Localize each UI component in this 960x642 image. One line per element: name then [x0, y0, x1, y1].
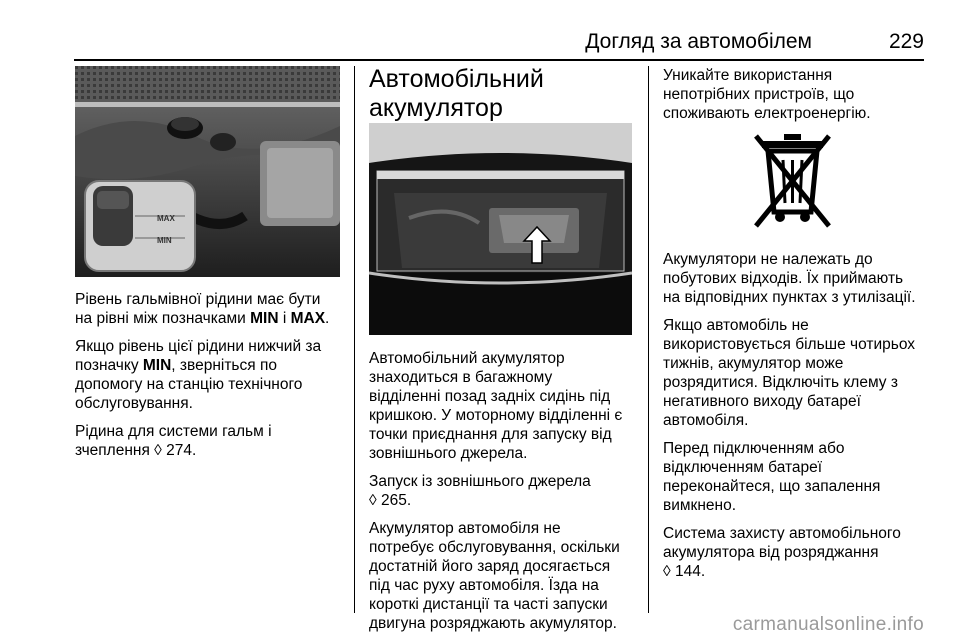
max-mark-label: MAX — [157, 214, 175, 223]
ignition-off-paragraph: Перед підключенням або відключенням батареї переконайтеся, що запалення вимкнено. — [663, 440, 881, 514]
chapter-title: Догляд за автомобілем — [585, 30, 812, 53]
trunk-illustration — [369, 123, 632, 335]
crossed-bin-icon — [750, 130, 835, 232]
column-divider-2 — [648, 66, 649, 613]
section-heading: Автомобільний акумулятор — [369, 65, 544, 122]
battery-disposal-paragraph: Акумулятори не належать до побутових відходів. Їх приймають на відповідних пунктах з утилізації. — [663, 251, 916, 306]
jump-start-reference-paragraph: Запуск із зовнішнього джерела ◊ 265. — [369, 473, 591, 509]
column-3-text-top — [663, 66, 953, 132]
watermark: carmanualsonline.info — [732, 614, 924, 635]
page-number: 229 — [888, 30, 924, 53]
brake-fluid-level-paragraph: Рівень гальмівної рідини має бути на рівні між позначками MIN і MAX. — [75, 291, 330, 327]
min-mark-text: MIN — [250, 310, 279, 327]
header-rule — [74, 59, 924, 61]
battery-maintenance-paragraph: Акумулятор автомобіля не потребує обслуговування, оскільки достатній його заряд досягається під час руху автомобіля. Їзда на короткі дистанції та часті запуски двигуна розряджають акумулятор. — [369, 520, 620, 632]
min-mark-label: MIN — [157, 236, 172, 245]
trunk-battery-image — [369, 123, 632, 335]
engine-bay-illustration — [75, 66, 340, 277]
min-mark-text-2: MIN — [142, 357, 172, 374]
column-3-text-bottom — [663, 250, 955, 590]
battery-location-paragraph: Автомобільний акумулятор знаходиться в багажному відділенні позад задніх сидінь під кришкою. У моторному відділенні є точки приєднання для запуску від зовнішнього джерела. — [369, 350, 623, 462]
brake-fluid-reservoir-image — [75, 66, 340, 277]
fluid-reference-paragraph: Рідина для системи гальм і зчеплення ◊ 274. — [75, 423, 272, 459]
low-level-paragraph: Якщо рівень цієї рідини нижчий за позначку MIN, зверніться по допомогу на станцію технічного обслуговування. — [75, 338, 322, 412]
column-2-text — [369, 349, 644, 642]
long-storage-paragraph: Якщо автомобіль не використовується більше чотирьох тижнів, акумулятор може розрядитися. Відключіть клему з негативного виходу батареї автомобіля. — [663, 317, 916, 429]
max-mark-text: MAX — [290, 310, 326, 327]
column-1-text — [75, 290, 350, 469]
discharge-protection-paragraph: Система захисту автомобільного акумулятора від розряджання ◊ 144. — [663, 525, 901, 580]
avoid-consumers-paragraph: Уникайте використання непотрібних пристроїв, що споживають електроенергію. — [663, 67, 871, 122]
column-divider-1 — [354, 66, 355, 613]
